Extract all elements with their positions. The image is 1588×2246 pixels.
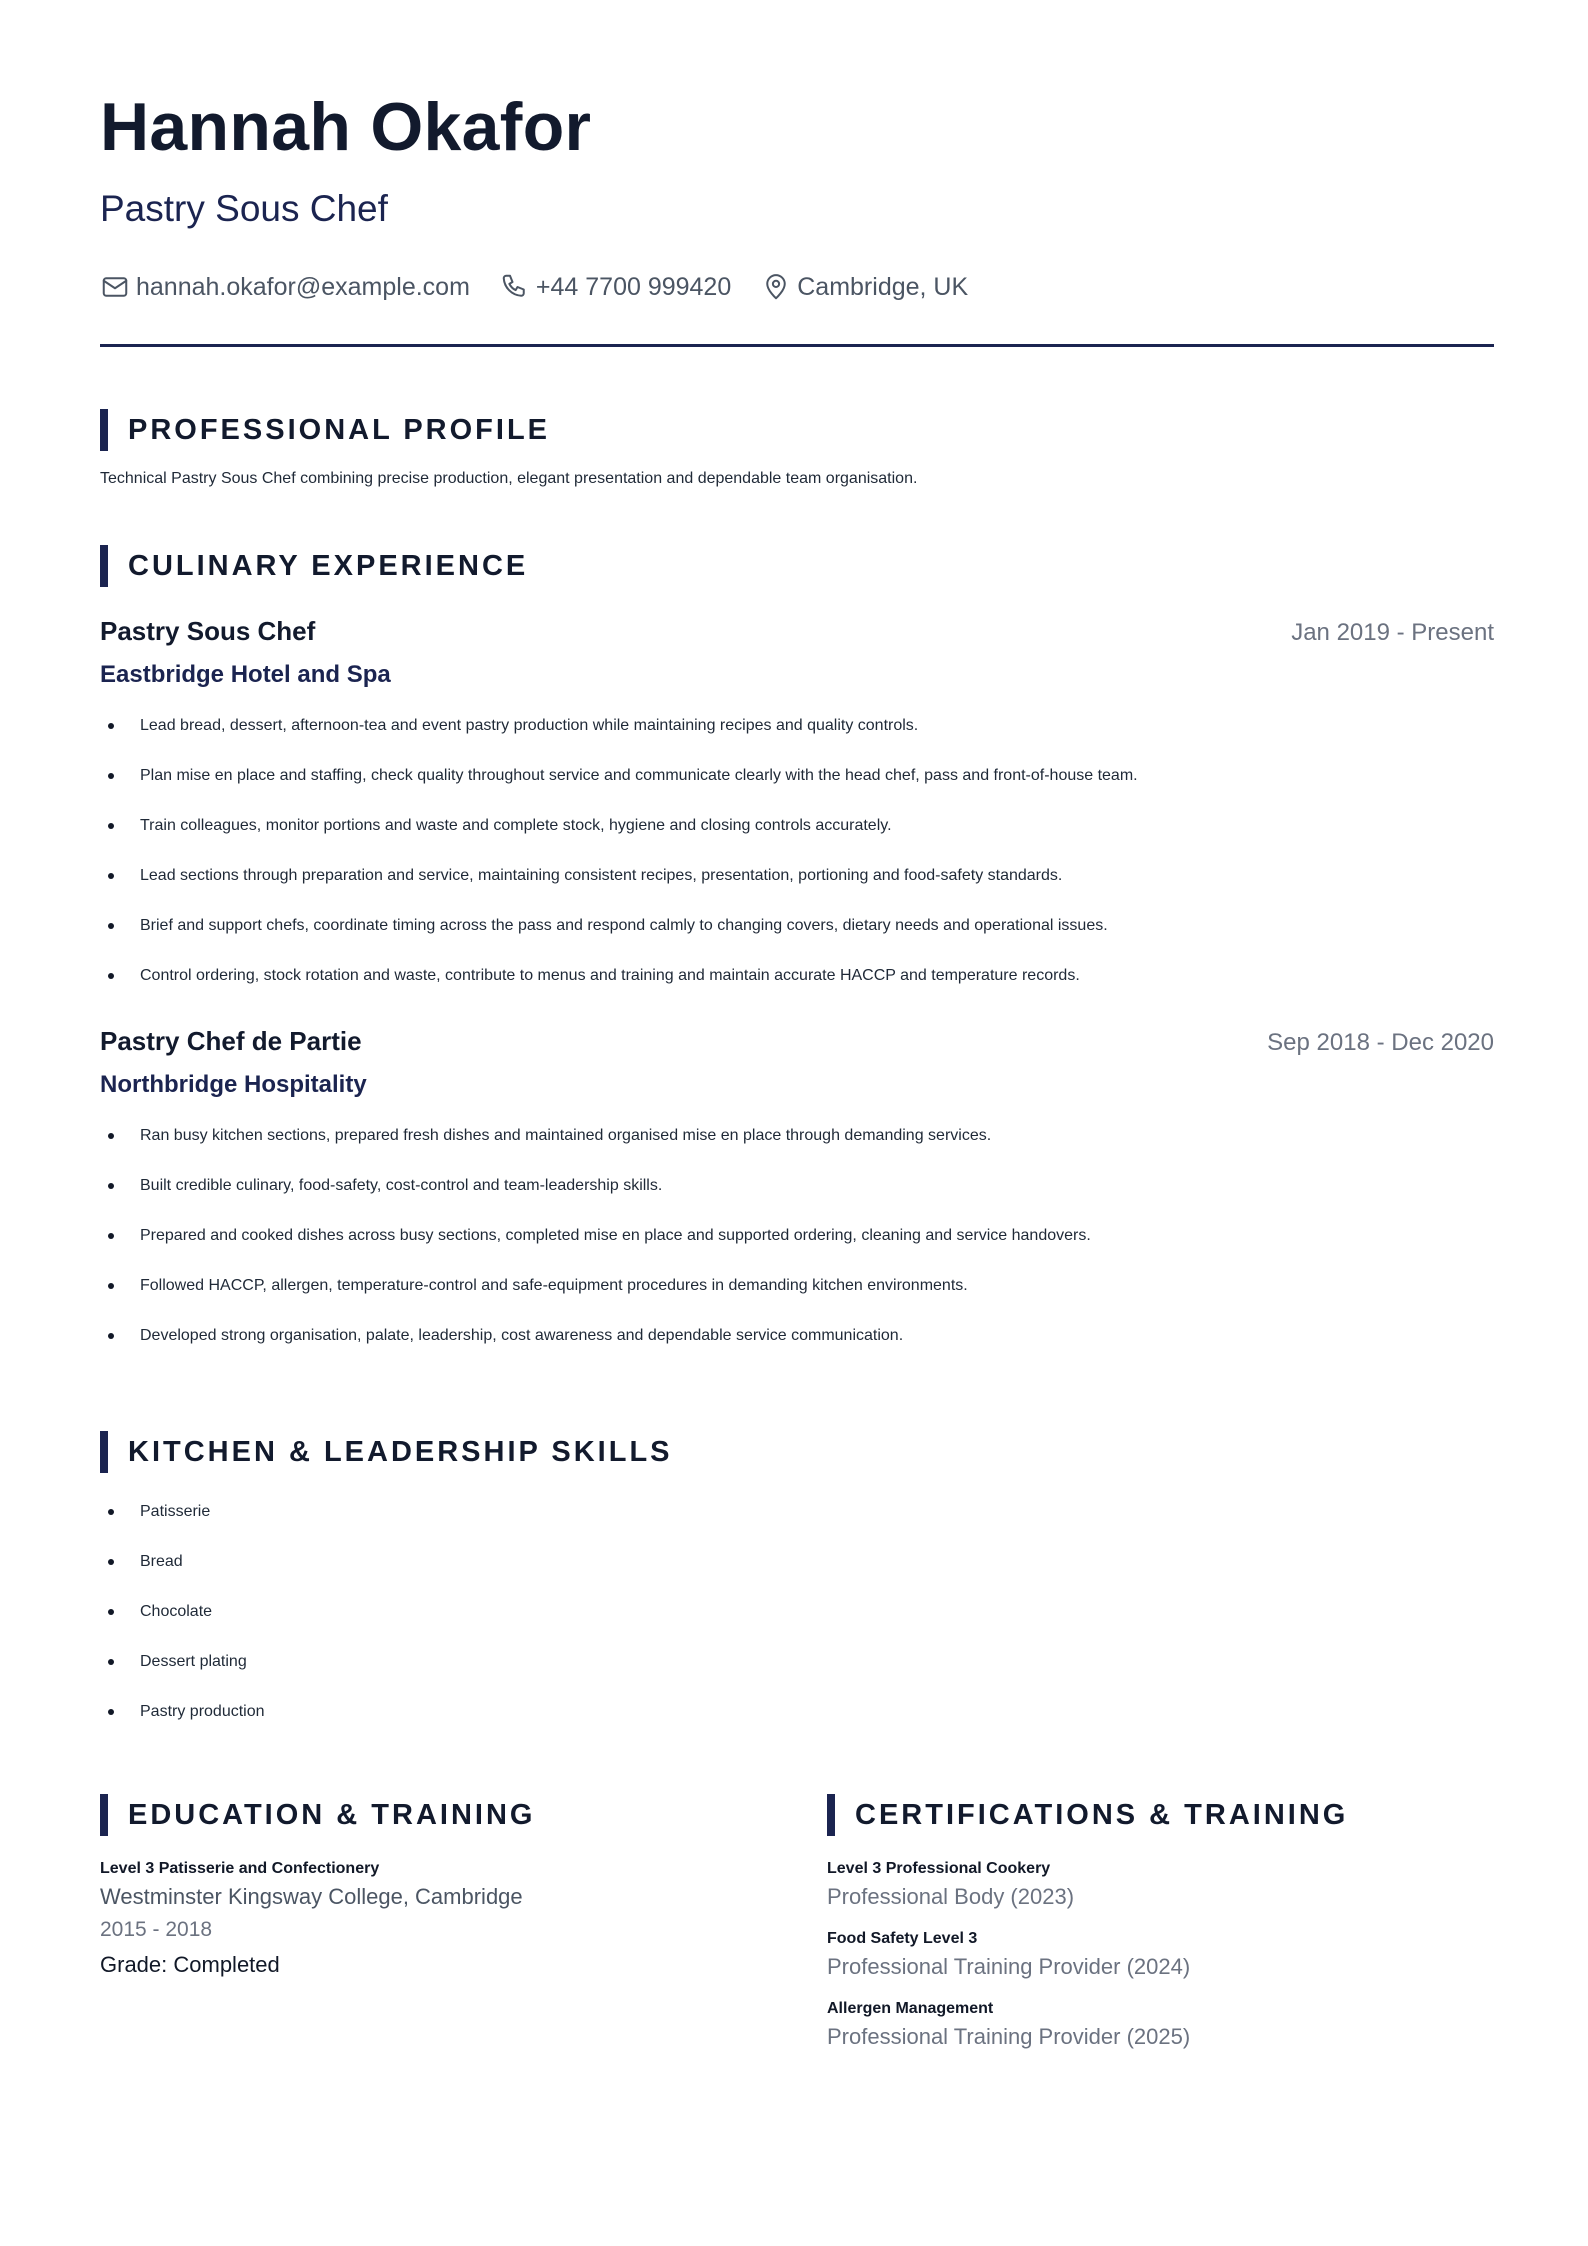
contact-location <box>761 272 968 302</box>
certification-issuer: Professional Body (2023) <box>827 1884 1075 1909</box>
education-column <box>100 1794 800 1978</box>
certifications-list <box>827 1860 1494 2050</box>
skill-item: Dessert plating <box>100 1651 265 1701</box>
education-grade: Grade: Completed <box>100 1952 280 1977</box>
certifications-section-heading <box>827 1794 1494 1836</box>
list-item: Followed HACCP, allergen, temperature-control and safe-equipment procedures in demanding kitchen environments. <box>100 1275 1494 1325</box>
skills-section-heading <box>100 1431 673 1473</box>
certification-issuer: Professional Training Provider (2024) <box>827 1954 1191 1979</box>
section-accent-bar <box>100 1794 108 1836</box>
list-item: Lead bread, dessert, afternoon-tea and event pastry production while maintaining recipes and quality controls. <box>100 715 1494 765</box>
list-item: Built credible culinary, food-safety, cost-control and team-leadership skills. <box>100 1175 1494 1225</box>
job-entry <box>100 1026 1494 1375</box>
experience-section-heading <box>100 545 528 587</box>
section-title: PROFESSIONAL PROFILE <box>128 413 551 446</box>
contact-bar <box>100 272 998 302</box>
education-qualification: Level 3 Patisserie and Confectionery <box>100 1860 380 1877</box>
certification-name: Level 3 Professional Cookery <box>827 1860 1051 1877</box>
skill-item: Pastry production <box>100 1701 265 1751</box>
phone-text: +44 7700 999420 <box>535 272 732 301</box>
certification-item <box>827 1930 1494 1980</box>
section-title: CULINARY EXPERIENCE <box>128 549 529 582</box>
job-dates: Sep 2018 - Dec 2020 <box>1267 1029 1494 1056</box>
job-company: Eastbridge Hotel and Spa <box>100 661 391 688</box>
skill-item: Patisserie <box>100 1501 265 1551</box>
skill-item: Chocolate <box>100 1601 265 1651</box>
certification-item <box>827 2000 1494 2050</box>
phone-icon <box>500 272 530 302</box>
email-text: hannah.okafor@example.com <box>136 272 470 301</box>
education-school: Westminster Kingsway College, Cambridge <box>100 1884 523 1909</box>
job-role: Pastry Sous Chef <box>100 616 316 646</box>
skills-list <box>100 1501 265 1751</box>
section-title: CERTIFICATIONS & TRAINING <box>855 1798 1349 1831</box>
certification-issuer: Professional Training Provider (2025) <box>827 2024 1191 2049</box>
job-bullets <box>100 715 1494 1015</box>
education-years: 2015 - 2018 <box>100 1918 213 1941</box>
list-item: Developed strong organisation, palate, leadership, cost awareness and dependable service communication. <box>100 1325 1494 1375</box>
certification-name: Food Safety Level 3 <box>827 1930 978 1947</box>
section-accent-bar <box>100 545 108 587</box>
section-title: EDUCATION & TRAINING <box>128 1798 536 1831</box>
location-text: Cambridge, UK <box>797 272 969 301</box>
job-bullets <box>100 1125 1494 1375</box>
header-divider <box>100 344 1494 347</box>
job-entry <box>100 616 1494 1015</box>
profile-section-heading <box>100 409 550 451</box>
section-accent-bar <box>100 409 108 451</box>
section-accent-bar <box>100 1431 108 1473</box>
list-item: Train colleagues, monitor portions and waste and complete stock, hygiene and closing controls accurately. <box>100 815 1494 865</box>
envelope-icon <box>100 272 130 302</box>
job-dates: Jan 2019 - Present <box>1291 619 1494 646</box>
section-title: KITCHEN & LEADERSHIP SKILLS <box>128 1435 673 1468</box>
education-section-heading <box>100 1794 800 1836</box>
list-item: Control ordering, stock rotation and waste, contribute to menus and training and maintain accurate HACCP and temperature records. <box>100 965 1494 1015</box>
section-accent-bar <box>827 1794 835 1836</box>
education-entry <box>100 1860 800 1978</box>
contact-email[interactable] <box>100 272 470 302</box>
job-company: Northbridge Hospitality <box>100 1071 367 1098</box>
skill-item: Bread <box>100 1551 265 1601</box>
list-item: Prepared and cooked dishes across busy sections, completed mise en place and supported ordering, cleaning and service handovers. <box>100 1225 1494 1275</box>
certifications-column <box>827 1794 1494 2070</box>
contact-phone[interactable] <box>500 272 731 302</box>
candidate-name: Hannah Okafor <box>100 89 592 165</box>
map-pin-icon <box>761 272 791 302</box>
certification-item <box>827 1860 1494 1910</box>
job-role: Pastry Chef de Partie <box>100 1026 362 1056</box>
profile-summary: Technical Pastry Sous Chef combining precise production, elegant presentation and dependable team organisation. <box>100 470 918 487</box>
list-item: Lead sections through preparation and service, maintaining consistent recipes, presentation, portioning and food-safety standards. <box>100 865 1494 915</box>
list-item: Plan mise en place and staffing, check quality throughout service and communicate clearly with the head chef, pass and front-of-house team. <box>100 765 1494 815</box>
list-item: Brief and support chefs, coordinate timing across the pass and respond calmly to changing covers, dietary needs and operational issues. <box>100 915 1494 965</box>
candidate-title: Pastry Sous Chef <box>100 188 388 229</box>
list-item: Ran busy kitchen sections, prepared fresh dishes and maintained organised mise en place through demanding services. <box>100 1125 1494 1175</box>
certification-name: Allergen Management <box>827 2000 994 2017</box>
